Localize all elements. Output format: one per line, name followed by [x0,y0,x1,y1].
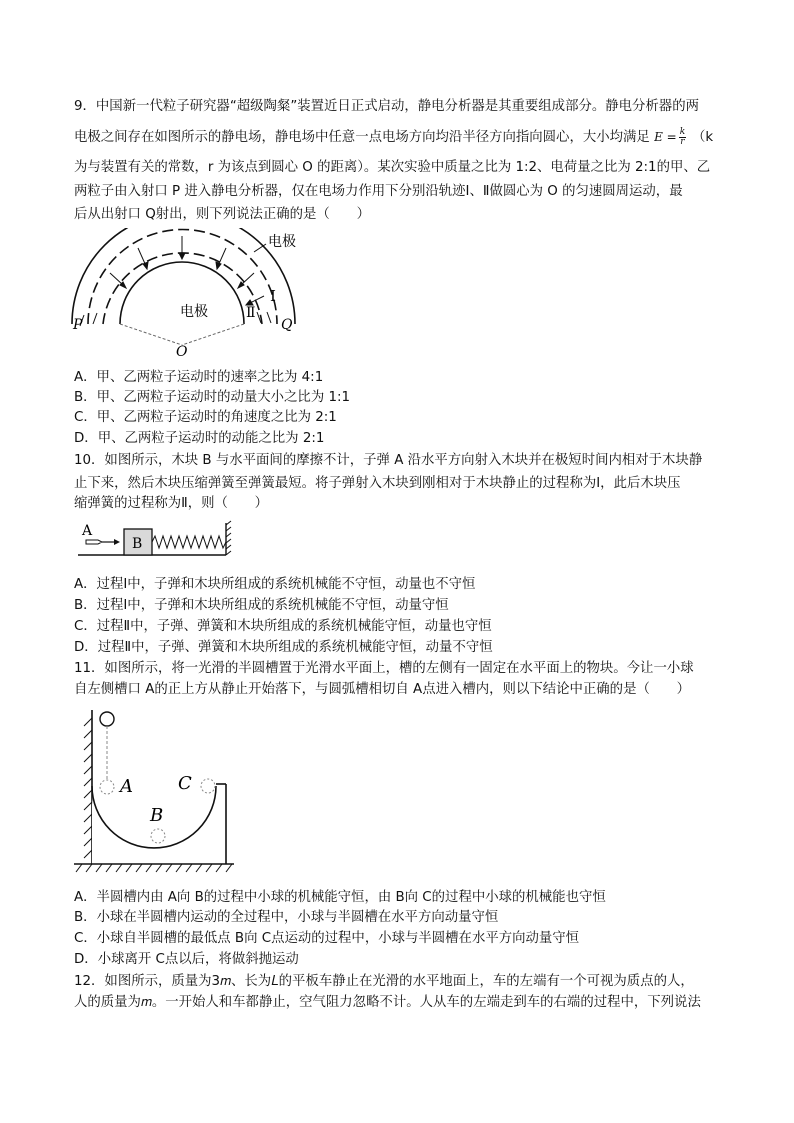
q9-text-line2 [74,127,713,148]
q9-option-d: D．甲、乙两粒子运动时的动能之比为 2:1 [74,431,325,446]
q11-option-b: B．小球在半圆槽内运动的全过程中，小球与半圆槽在水平方向动量守恒 [74,910,499,925]
formula-denominator: r [680,137,685,147]
q9-text-line2b: （k [692,130,714,145]
q11-text-line2: 自左侧槽口 A的正上方从静止开始落下，与圆弧槽相切自 A点进入槽内，则以下结论中正确的是（ ） [74,682,691,697]
q10-option-b: B．过程Ⅰ中，子弹和木块所组成的系统机械能不守恒，动量守恒 [74,598,449,613]
field-arrows [110,236,264,305]
q10-text-line2: 止下来，然后木块压缩弹簧至弹簧最短。将子弹射入木块到刚相对于木块静止的过程称为Ⅰ，此后木块压 [74,476,681,491]
label-A: A [82,523,93,539]
q9-text-line2a: 电极之间存在如图所示的静电场，静电场中任意一点电场方向均沿半径方向指向圆心，大小均满足 [74,130,650,145]
label-electrode-outer: 电极 [268,234,296,250]
label-P: P [73,317,83,333]
field-formula [654,127,692,147]
ground-hatching [76,864,232,872]
q11-option-d: D．小球离开 C点以后，将做斜抛运动 [74,952,299,967]
label-O: O [176,344,188,360]
q11-text-line1: 11．如图所示，将一光滑的半圆槽置于光滑水平面上，槽的左侧有一固定在水平面上的物块。今让一小球 [74,661,694,676]
q10-bullet-block-spring-figure [74,519,234,561]
formula-fraction [679,128,686,147]
q9-option-c: C．甲、乙两粒子运动时的角速度之比为 2:1 [74,410,337,425]
ball [100,712,114,726]
label-Q: Q [281,317,293,333]
q9-text-line5: 后从出射口 Q射出，则下列说法正确的是（ ） [74,207,370,222]
q10-option-a: A．过程Ⅰ中，子弹和木块所组成的系统机械能不守恒，动量也不守恒 [74,577,476,592]
q9-electrostatic-analyzer-figure [70,228,310,363]
q12-text-line2: 人的质量为𝑚。一开始人和车都静止，空气阻力忽略不计。人从车的左端走到车的右端的过程中，下列说法 [74,995,701,1010]
label-B: B [150,805,164,826]
wall-hatching [226,521,231,555]
q9-text-line4: 两粒子由入射口 P 进入静电分析器，仅在电场力作用下分别沿轨迹Ⅰ、Ⅱ做圆心为 O 的匀速圆周运动，最 [74,184,683,199]
q9-option-b: B．甲、乙两粒子运动时的动量大小之比为 1:1 [74,390,351,405]
q9-text-line1: 9．中国新一代粒子研究器“超级陶粲”装置近日正式启动，静电分析器是其重要组成部分。静电分析器的两 [74,99,699,114]
q10-option-c: C．过程Ⅱ中，子弹、弹簧和木块所组成的系统机械能守恒，动量也守恒 [74,619,492,634]
q10-text-line1: 10．如图所示，木块 B 与水平面间的摩擦不计，子弹 A 沿水平方向射入木块并在极短时间内相对于木块静 [74,453,703,468]
formula-numerator: k [679,127,686,137]
left-block-hatching [84,718,92,858]
q11-option-a: A．半圆槽内由 A向 B的过程中小球的机械能守恒，由 B向 C的过程中小球的机械能也守恒 [74,890,606,905]
label-B: B [132,536,143,552]
q10-option-d: D．过程Ⅱ中，子弹、弹簧和木块所组成的系统机械能守恒，动量不守恒 [74,640,493,655]
label-track-1: Ⅰ [270,287,276,305]
spring [152,536,226,548]
label-track-2: Ⅱ [246,305,256,321]
bullet-A [86,540,102,544]
label-electrode-inner: 电极 [180,304,208,320]
q9-text-line3: 为与装置有关的常数，r 为该点到圆心 O 的距离）。某次实验中质量之比为 1:2、电荷量之比为 2:1的甲、乙 [74,160,711,175]
label-C: C [178,773,192,794]
label-A: A [120,776,133,797]
q12-text-line1: 12．如图所示，质量为3𝑚、长为𝐿的平板车静止在光滑的水平地面上，车的左端有一个可视为质点的人， [74,974,694,989]
q10-text-line3: 缩弹簧的过程称为Ⅱ，则（ ） [74,496,269,511]
formula-lhs: E = [654,130,677,144]
q9-option-a: A．甲、乙两粒子运动时的速率之比为 4:1 [74,370,324,385]
q11-option-c: C．小球自半圆槽的最低点 B向 C点运动的过程中，小球与半圆槽在水平方向动量守恒 [74,931,580,946]
q11-half-circle-groove-figure [70,704,240,880]
